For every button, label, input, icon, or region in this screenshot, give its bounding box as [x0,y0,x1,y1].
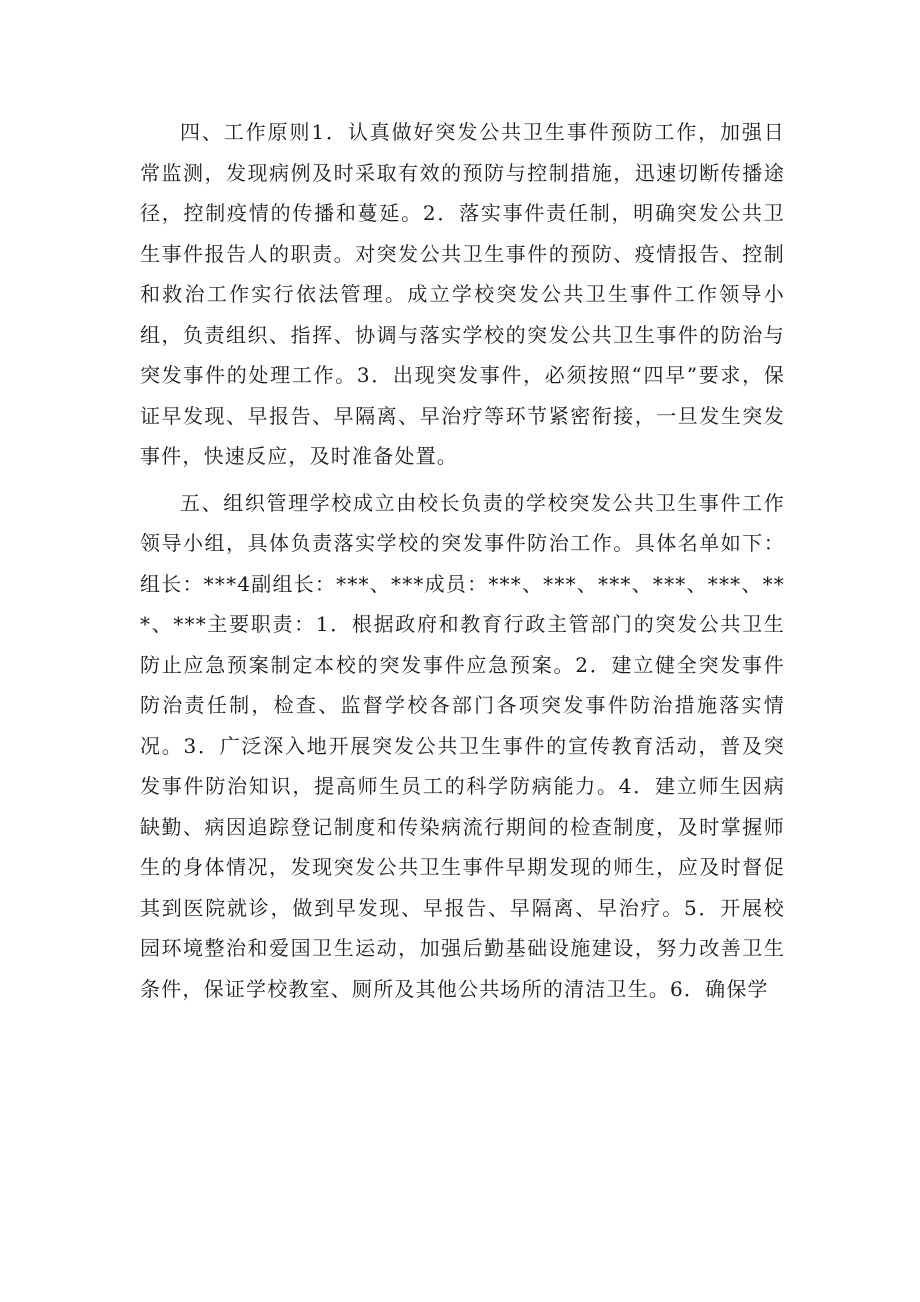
paragraph-organization-management: 五、组织管理学校成立由校长负责的学校突发公共卫生事件工作领导小组，具体负责落实学校的突发事件防治工作。具体名单如下：组长：***4副组长：***、***成员：***、***、***、***、***、***、***主要职责：1．根据政府和教育行政主管部门的突发公共卫生防止应急预案制定本校的突发事件应急预案。2．建立健全突发事件防治责任制，检查、监督学校各部门各项突发事件防治措施落实情况。3．广泛深入地开展突发公共卫生事件的宣传教育活动，普及突发事件防治知识，提高师生员工的科学防病能力。4．建立师生因病缺勤、病因追踪登记制度和传染病流行期间的检查制度，及时掌握师生的身体情况，发现突发公共卫生事件早期发现的师生，应及时督促其到医院就诊，做到早发现、早报告、早隔离、早治疗。5．开展校园环境整治和爱国卫生运动，加强后勤基础设施建设，努力改善卫生条件，保证学校教室、厕所及其他公共场所的清洁卫生。6．确保学 [140,490,785,1001]
document-body [140,112,785,1009]
paragraph-work-principles: 四、工作原则1．认真做好突发公共卫生事件预防工作，加强日常监测，发现病例及时采取有效的预防与控制措施，迅速切断传播途径，控制疫情的传播和蔓延。2．落实事件责任制，明确突发公共卫生事件报告人的职责。对突发公共卫生事件的预防、疫情报告、控制和救治工作实行依法管理。成立学校突发公共卫生事件工作领导小组，负责组织、指挥、协调与落实学校的突发公共卫生事件的防治与突发事件的处理工作。3．出现突发事件，必须按照“四早”要求，保证早发现、早报告、早隔离、早治疗等环节紧密衔接，一旦发生突发事件，快速反应，及时准备处置。 [140,120,785,468]
